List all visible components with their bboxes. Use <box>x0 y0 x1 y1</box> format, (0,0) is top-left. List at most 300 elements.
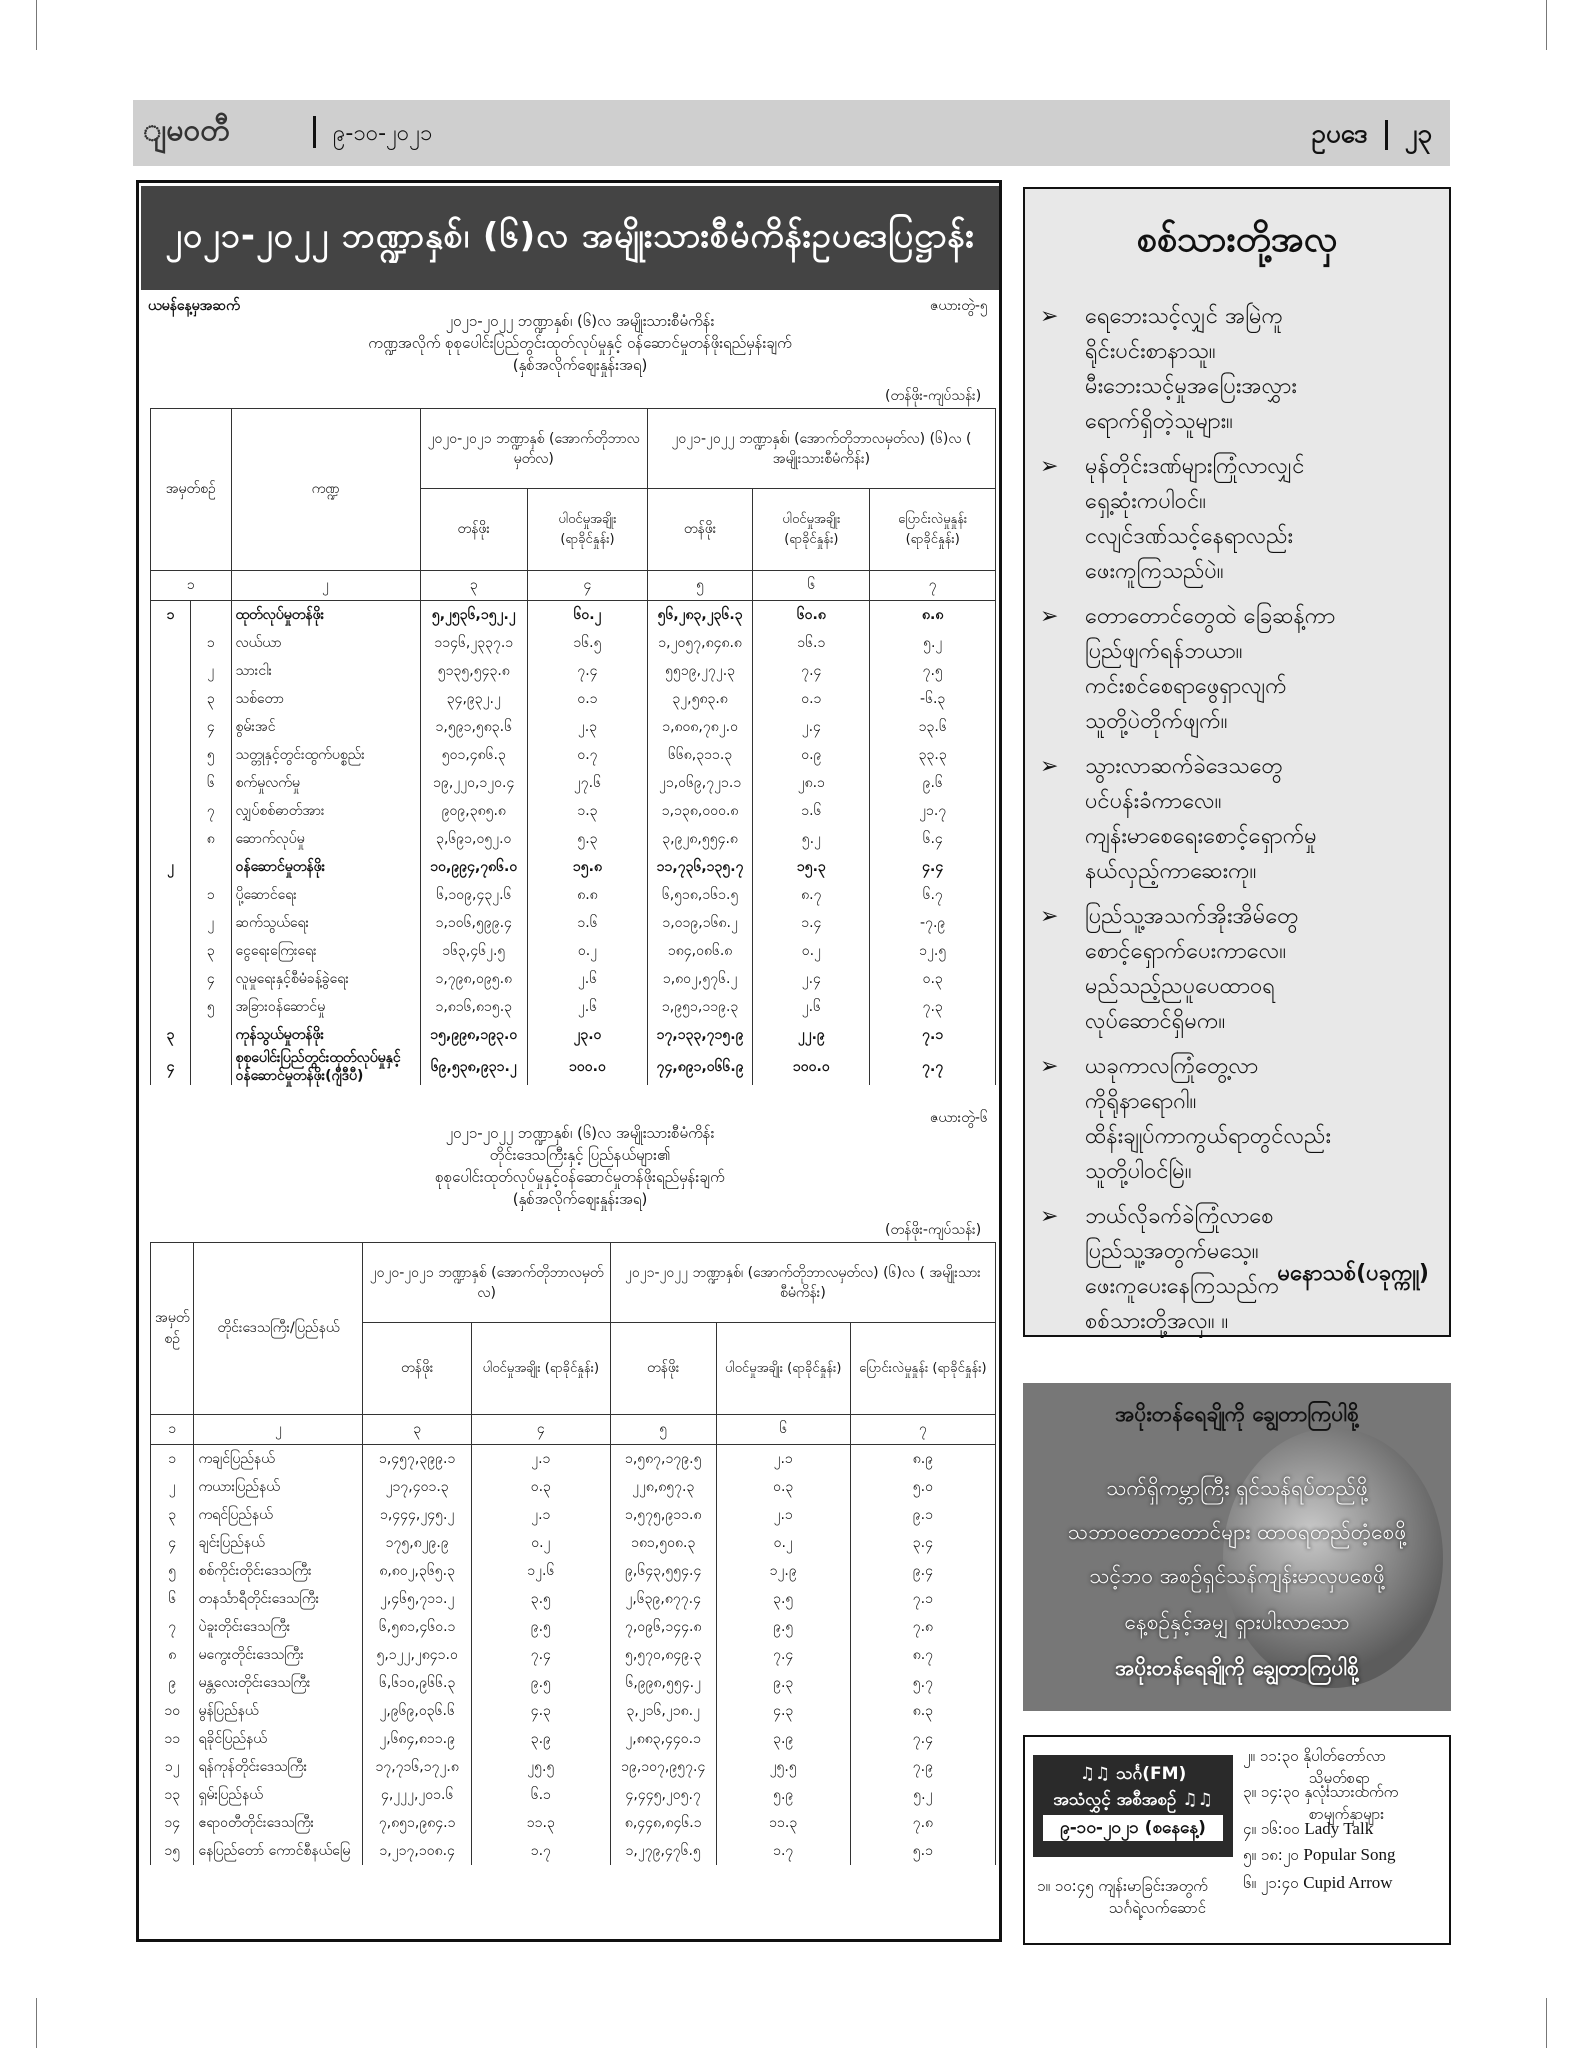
table-row <box>151 1445 996 1474</box>
share-2020: ၂၃.၀ <box>528 1021 648 1049</box>
sector-name: စုစုပေါင်းပြည်တွင်းထုတ်လုပ်မှုနှင့် ဝန်ဆောင်မှုတန်ဖိုး(ဂျီဒီပီ) <box>231 1049 420 1085</box>
value-2020: ၂,၉၆၉,၀၃၆.၆ <box>363 1697 471 1725</box>
row-number <box>151 937 191 965</box>
poem-line: ရောက်ရှိတဲ့သူများ။ <box>1085 409 1233 434</box>
share-2020: ၉.၅ <box>471 1669 610 1697</box>
sub-number <box>191 601 231 630</box>
value-2020: ၁,၄၄၄,၂၄၅.၂ <box>363 1501 471 1529</box>
sub-number: ၃ <box>191 937 231 965</box>
column-number: ၂ <box>231 571 420 601</box>
value-2021: ၁၁,၇၃၆,၁၃၅.၇ <box>647 853 752 881</box>
region-name: မကွေးတိုင်းဒေသကြီး <box>194 1641 363 1669</box>
value-2020: ၁,၁၀၆,၅၉၉.၄ <box>420 909 528 937</box>
poem-line: ပြည်သူ့အတွက်မသေ့။ <box>1085 1239 1259 1264</box>
value-2020: ၁၅,၉၉၈,၁၉၃.၀ <box>420 1021 528 1049</box>
value-2021: ၁,၀၁၉,၁၆၈.၂ <box>647 909 752 937</box>
program-time: ၁၀:၄၅ <box>1054 1877 1094 1895</box>
col-header-value: တန်ဖိုး <box>363 1323 471 1415</box>
row-number <box>151 769 191 797</box>
fm-radio-schedule <box>1023 1735 1451 1945</box>
row-number <box>151 909 191 937</box>
change-rate: -၇.၉ <box>870 909 996 937</box>
sub-number: ၁ <box>191 629 231 657</box>
row-number: ၃ <box>151 1021 191 1049</box>
poem-line: သူတို့ပါဝင်မြဲ။ <box>1085 1159 1192 1184</box>
share-2020: ၁၀၀.၀ <box>528 1049 648 1085</box>
share-2020: ၁၅.၈ <box>528 853 648 881</box>
change-rate: ၉.၄ <box>850 1557 995 1585</box>
value-2020: ၁,၇၉၈,၀၉၅.၈ <box>420 965 528 993</box>
caption-line: စုစုပေါင်းထုတ်လုပ်မှုနှင့်ဝန်ဆောင်မှုတန်ဖိုးရည်မှန်းချက် <box>435 1168 725 1186</box>
caption-line: (နှစ်အလိုက်ဈေးနှုန်းအရ) <box>512 1190 648 1208</box>
change-rate: ၈.၇ <box>850 1641 995 1669</box>
col-header-value: တန်ဖိုး <box>420 489 528 571</box>
poem-line: နယ်လှည့်ကာဆေးကု။ <box>1085 859 1257 884</box>
value-2021: ၇၄,၈၉၁,၀၆၆.၉ <box>647 1049 752 1085</box>
arrow-icon: ➢ <box>1040 754 1059 779</box>
table1-label: ဇယားတွဲ-၅ <box>930 298 988 314</box>
share-2021: ၂၂.၉ <box>753 1021 870 1049</box>
share-2021: ၄.၃ <box>716 1697 850 1725</box>
sub-number: ၄ <box>191 713 231 741</box>
fm-title-line: အသံလွှင့် အစီအစဉ် ♫♫ <box>1053 1790 1213 1810</box>
poem-line: ပြည်ဖျက်ရန်ဘယာ။ <box>1085 639 1243 664</box>
share-2020: ၇.၄ <box>471 1641 610 1669</box>
table2-unit: (တန်ဖိုး-ကျပ်သန်း) <box>885 1222 982 1238</box>
col-header-share: ပါဝင်မှုအချိုး (ရာခိုင်နှုန်း) <box>528 489 648 571</box>
region-name: ရန်ကုန်တိုင်းဒေသကြီး <box>194 1753 363 1781</box>
row-number: ၁၃ <box>151 1781 194 1809</box>
caption-line: (နှစ်အလိုက်ဈေးနှုန်းအရ) <box>512 356 648 374</box>
change-rate: ၇.၉ <box>850 1753 995 1781</box>
value-2020: ၂,၄၆၅,၇၁၁.၂ <box>363 1585 471 1613</box>
share-2021: ၁.၆ <box>753 797 870 825</box>
sub-number <box>191 1021 231 1049</box>
program-line <box>1243 1845 1396 1868</box>
region-name: ကချင်ပြည်နယ် <box>194 1445 363 1474</box>
table-row <box>151 797 996 825</box>
program-title-cont: သင်္ဂရဲ့လက်ဆောင် <box>1109 1899 1206 1917</box>
change-rate: ၆.၄ <box>870 825 996 853</box>
continued-from-label: ယမန်နေ့မှအဆက် <box>148 298 240 314</box>
poem-stanza <box>1040 1049 1449 1189</box>
change-rate: ၄.၄ <box>870 853 996 881</box>
table-row <box>151 965 996 993</box>
gdp-by-sector-table <box>150 408 996 1085</box>
change-rate: ၀.၃ <box>870 965 996 993</box>
share-2020: ၂.၁ <box>471 1501 610 1529</box>
col-header-change: ပြောင်းလဲမှုနှုန်း (ရာခိုင်နှုန်း) <box>870 489 996 571</box>
table-row <box>151 601 996 630</box>
row-number <box>151 657 191 685</box>
poem-line: ယခုကာလကြုံတွေ့လာ <box>1085 1054 1259 1079</box>
arrow-icon: ➢ <box>1040 1054 1059 1079</box>
poem-line: မည်သည့်ညပူပေထာဝရ <box>1085 974 1275 999</box>
row-number: ၈ <box>151 1641 194 1669</box>
caption-line: ၂၀၂၁-၂၀၂၂ ဘဏ္ဍာနှစ်၊ (၆)လ အမျိုးသားစီမံကိန်း <box>445 1124 715 1142</box>
row-number <box>151 965 191 993</box>
sub-number <box>191 853 231 881</box>
value-2021: ၁၉,၁၀၇,၉၅၇.၄ <box>610 1753 716 1781</box>
value-2021: ၁,၅၈၇,၁၇၉.၅ <box>610 1445 716 1474</box>
share-2020: ၂၇.၆ <box>528 769 648 797</box>
sub-number <box>191 1049 231 1085</box>
column-number: ၅ <box>647 571 752 601</box>
change-rate: ၅.၂ <box>850 1781 995 1809</box>
value-2020: ၁၆၃,၄၆၂.၅ <box>420 937 528 965</box>
fm-date: ၉-၁၀-၂၀၂၁ (စနေနေ့) <box>1043 1815 1223 1841</box>
row-number <box>151 741 191 769</box>
section-name: ဥပဒေ <box>1311 119 1368 149</box>
crop-mark <box>36 0 37 50</box>
poem-line: ရှေ့ဆုံးကပါဝင်။ <box>1085 489 1206 514</box>
sub-number: ၅ <box>191 993 231 1021</box>
table-row <box>151 1641 996 1669</box>
program-no: ၆။ <box>1243 1874 1256 1892</box>
row-number <box>151 685 191 713</box>
table-row <box>151 909 996 937</box>
poem-line: စစ်သားတို့အလှ။ ။ <box>1085 1309 1229 1334</box>
share-2021: ၁၁.၃ <box>716 1809 850 1837</box>
value-2020: ၆၉,၅၃၈,၉၃၁.၂ <box>420 1049 528 1085</box>
table-row <box>151 713 996 741</box>
table-row <box>151 769 996 797</box>
share-2021: ၀.၂ <box>753 937 870 965</box>
program-item <box>1037 1877 1208 1921</box>
region-name: တနင်္သာရီတိုင်းဒေသကြီး <box>194 1585 363 1613</box>
col-header-y1: ၂၀၂၀-၂၀၂၁ ဘဏ္ဍာနှစ် (အောက်တိုဘာလမှတ်လ) <box>363 1243 610 1323</box>
value-2020: ၅၁၃၅,၅၄၃.၈ <box>420 657 528 685</box>
share-2021: ၅.၉ <box>716 1781 850 1809</box>
change-rate: ၇.၁ <box>850 1585 995 1613</box>
value-2020: ၁,၅၉၁,၅၈၃.၆ <box>420 713 528 741</box>
program-time: ၁၁:၃၀ <box>1259 1747 1299 1765</box>
table-row <box>151 853 996 881</box>
value-2020: ၁၉,၂၂၀,၁၂၀.၄ <box>420 769 528 797</box>
issue-date: ၉-၁၀-၂၀၂၁ <box>333 121 433 146</box>
value-2020: ၁၁၄၆,၂၃၃၇.၁ <box>420 629 528 657</box>
table-row <box>151 657 996 685</box>
share-2021: ၁၂.၉ <box>716 1557 850 1585</box>
page-header <box>133 100 1450 166</box>
change-rate: ၉.၆ <box>870 769 996 797</box>
share-2020: ၂၅.၅ <box>471 1753 610 1781</box>
share-2020: ၂.၆ <box>528 993 648 1021</box>
value-2020: ၁,၄၅၇,၃၉၉.၁ <box>363 1445 471 1474</box>
value-2021: ၁၇,၁၃၃,၇၁၅.၉ <box>647 1021 752 1049</box>
value-2020: ၄,၂၂၂,၂၀၁.၆ <box>363 1781 471 1809</box>
region-name: မန္တလေးတိုင်းဒေသကြီး <box>194 1669 363 1697</box>
row-number: ၃ <box>151 1501 194 1529</box>
value-2021: ၁,၅၇၅,၉၁၁.၈ <box>610 1501 716 1529</box>
share-2021: ၂၅.၅ <box>716 1753 850 1781</box>
region-name: ရှမ်းပြည်နယ် <box>194 1781 363 1809</box>
share-2021: ၃.၅ <box>716 1585 850 1613</box>
value-2020: ၁၇,၇၁၆,၁၇၂.၈ <box>363 1753 471 1781</box>
divider <box>1385 120 1388 150</box>
share-2021: ၅.၂ <box>753 825 870 853</box>
value-2021: ၁,၉၅၁,၁၁၉.၃ <box>647 993 752 1021</box>
row-number: ၉ <box>151 1669 194 1697</box>
value-2020: ၅,၁၂၂,၂၈၄၁.၀ <box>363 1641 471 1669</box>
value-2021: ၁,၁၃၈,၀၀၀.၈ <box>647 797 752 825</box>
program-item <box>1243 1845 1396 1868</box>
share-2020: ၂.၃ <box>528 713 648 741</box>
value-2021: ၁,၂၇၉,၄၇၆.၅ <box>610 1837 716 1865</box>
share-2021: ၀.၃ <box>716 1473 850 1501</box>
poem-line: ကင်းစင်စေရာဖွေရှာလျက် <box>1085 674 1287 699</box>
value-2021: ၂,၈၈၃,၄၄၀.၁ <box>610 1725 716 1753</box>
poem-line: လုပ်ဆောင်ရှိမက။ <box>1085 1009 1226 1034</box>
share-2021: ၀.၁ <box>753 685 870 713</box>
column-number: ၆ <box>753 571 870 601</box>
gdp-by-region-table <box>150 1242 996 1865</box>
ad-line: သက်ရှိကမ္ဘာကြီး ရှင်သန်ရပ်တည်ဖို့ <box>1106 1476 1368 1500</box>
change-rate: ၁၂.၅ <box>870 937 996 965</box>
region-name: မွန်ပြည်နယ် <box>194 1697 363 1725</box>
row-number: ၂ <box>151 853 191 881</box>
share-2020: ၆၀.၂ <box>528 601 648 630</box>
col-header-value: တန်ဖိုး <box>610 1323 716 1415</box>
share-2020: ၁.၇ <box>471 1837 610 1865</box>
sub-number: ၇ <box>191 797 231 825</box>
value-2020: ၁,၈၁၆,၈၁၅.၃ <box>420 993 528 1021</box>
sector-name: ထုတ်လုပ်မှုတန်ဖိုး <box>231 601 420 630</box>
share-2021: ၂.၆ <box>753 993 870 1021</box>
value-2021: ၆၆၈,၃၁၁.၃ <box>647 741 752 769</box>
program-time: ၁၆:၀၀ <box>1260 1820 1300 1838</box>
col-header-share: ပါဝင်မှုအချိုး (ရာခိုင်နှုန်း) <box>471 1323 610 1415</box>
sub-number: ၂ <box>191 657 231 685</box>
program-title: နိုပါတ်တော်လာ <box>1303 1747 1386 1765</box>
table-row <box>151 1753 996 1781</box>
table-row <box>151 937 996 965</box>
change-rate: ၇.၈ <box>850 1809 995 1837</box>
program-line <box>1243 1819 1373 1842</box>
poem-stanza <box>1040 449 1449 589</box>
value-2021: ၇,၀၉၆,၁၄၄.၈ <box>610 1613 716 1641</box>
share-2021: ၈.၇ <box>753 881 870 909</box>
column-number: ၄ <box>471 1415 610 1445</box>
value-2021: ၂,၆၃၉,၈၇၇.၄ <box>610 1585 716 1613</box>
value-2020: ၃,၆၉၁,၀၅၂.၀ <box>420 825 528 853</box>
change-rate: ၅.၀ <box>850 1473 995 1501</box>
program-title-cont: သိမှတ်စရာ <box>1309 1769 1370 1787</box>
row-number: ၁၅ <box>151 1837 194 1865</box>
change-rate: ၇.၃ <box>870 993 996 1021</box>
row-number: ၁ <box>151 601 191 630</box>
sector-name: ငွေရေးကြေးရေး <box>231 937 420 965</box>
share-2020: ၉.၅ <box>471 1613 610 1641</box>
share-2021: ၁၆.၁ <box>753 629 870 657</box>
poem-line: သွားလာဆက်ခဲဒေသတွေ <box>1085 754 1283 779</box>
share-2021: ၁.၇ <box>716 1837 850 1865</box>
sector-name: စက်မှုလက်မှု <box>231 769 420 797</box>
poem-title: စစ်သားတို့အလှ <box>1136 219 1338 260</box>
poem-stanza <box>1040 749 1449 889</box>
share-2020: ၀.၂ <box>471 1529 610 1557</box>
ad-line: အပိုးတန်ရေချိုကို ချွေတာကြပါစို့ <box>1115 1402 1359 1426</box>
ad-line: အပိုးတန်ရေချိုကို ချွေတာကြပါစို့ <box>1115 1656 1359 1680</box>
col-header-y2: ၂၀၂၁-၂၀၂၂ ဘဏ္ဍာနှစ်၊ (အောက်တိုဘာလမှတ်လ) (၆)လ ( အမျိုးသားစီမံကိန်း) <box>647 409 995 489</box>
poem-line: မီးဘေးသင့်မှုအပြေးအလွှား <box>1085 374 1297 399</box>
table-row <box>151 1557 996 1585</box>
row-number <box>151 629 191 657</box>
share-2021: ၇.၄ <box>716 1641 850 1669</box>
share-2021: ၀.၉ <box>753 741 870 769</box>
row-number: ၁၀ <box>151 1697 194 1725</box>
poem-stanza <box>1040 599 1449 739</box>
poem-line: ဖေးကူကြသည်ပဲ။ <box>1085 559 1224 584</box>
program-no: ၅။ <box>1243 1846 1256 1864</box>
share-2020: ၂.၆ <box>528 965 648 993</box>
sector-name: လျှပ်စစ်ဓာတ်အား <box>231 797 420 825</box>
crop-mark <box>1546 0 1547 50</box>
table-row <box>151 685 996 713</box>
sector-name: ဝန်ဆောင်မှုတန်ဖိုး <box>231 853 420 881</box>
value-2021: ၅၅၁၉,၂၇၂.၃ <box>647 657 752 685</box>
poem-line: ဖေးကူပေးနေကြသည်က <box>1085 1274 1280 1299</box>
arrow-icon: ➢ <box>1040 604 1059 629</box>
col-header-share: ပါဝင်မှုအချိုး (ရာခိုင်နှုန်း) <box>753 489 870 571</box>
change-rate: ၇.၇ <box>870 1049 996 1085</box>
column-number: ၃ <box>420 571 528 601</box>
change-rate: ၃၃.၃ <box>870 741 996 769</box>
poem-line: ရိုင်းပင်းစာနာသူ။ <box>1085 339 1216 364</box>
share-2021: ၀.၂ <box>716 1529 850 1557</box>
value-2020: ၅၀၁,၄၈၆.၃ <box>420 741 528 769</box>
poem-stanza <box>1040 299 1449 439</box>
share-2020: ၁.၃ <box>528 797 648 825</box>
share-2020: ၇.၄ <box>528 657 648 685</box>
change-rate: ၇.၄ <box>850 1725 995 1753</box>
value-2020: ၂,၆၈၄,၈၁၁.၉ <box>363 1725 471 1753</box>
column-number: ၅ <box>610 1415 716 1445</box>
change-rate: ၉.၁ <box>850 1501 995 1529</box>
value-2021: ၃၂,၅၈၃.၈ <box>647 685 752 713</box>
divider <box>313 116 316 148</box>
col-header-share: ပါဝင်မှုအချိုး (ရာခိုင်နှုန်း) <box>716 1323 850 1415</box>
row-number <box>151 797 191 825</box>
page-number: ၂၃ <box>1404 119 1432 149</box>
sector-name: ကုန်သွယ်မှုတန်ဖိုး <box>231 1021 420 1049</box>
region-name: ဧရာဝတီတိုင်းဒေသကြီး <box>194 1809 363 1837</box>
water-conservation-ad <box>1023 1383 1451 1711</box>
region-name: ကရင်ပြည်နယ် <box>194 1501 363 1529</box>
share-2021: ၆၀.၈ <box>753 601 870 630</box>
change-rate: -၆.၃ <box>870 685 996 713</box>
sub-number: ၅ <box>191 741 231 769</box>
col-header-no: အမှတ်စဉ် <box>151 1243 194 1415</box>
region-name: ရခိုင်ပြည်နယ် <box>194 1725 363 1753</box>
share-2020: ၁၁.၃ <box>471 1809 610 1837</box>
change-rate: ၆.၇ <box>870 881 996 909</box>
value-2021: ၆,၉၉၈,၅၅၄.၂ <box>610 1669 716 1697</box>
value-2020: ၁,၂၁၇,၁၀၈.၄ <box>363 1837 471 1865</box>
col-header-change: ပြောင်းလဲမှုနှုန်း (ရာခိုင်နှုန်း) <box>850 1323 995 1415</box>
program-line <box>1243 1873 1393 1896</box>
sector-name: စွမ်းအင် <box>231 713 420 741</box>
row-number: ၆ <box>151 1585 194 1613</box>
region-name: နေပြည်တော် ကောင်စီနယ်မြေ <box>194 1837 363 1865</box>
value-2020: ၅,၂၅၃၆,၁၅၂.၂ <box>420 601 528 630</box>
table-row <box>151 1473 996 1501</box>
poem-line: ရေဘေးသင့်လျှင် အမြဲကူ <box>1085 304 1284 329</box>
row-number: ၁၄ <box>151 1809 194 1837</box>
fm-schedule-title <box>1033 1755 1233 1857</box>
value-2020: ၉၀၉,၃၈၅.၈ <box>420 797 528 825</box>
column-number: ၇ <box>850 1415 995 1445</box>
row-number: ၄ <box>151 1529 194 1557</box>
poem-line: စောင့်ရှောက်ပေးကာလေ။ <box>1085 939 1287 964</box>
table-row <box>151 629 996 657</box>
row-number: ၅ <box>151 1557 194 1585</box>
share-2020: ၂.၁ <box>471 1445 610 1474</box>
table-row <box>151 1837 996 1865</box>
sector-name: သားငါး <box>231 657 420 685</box>
change-rate: ၅.၂ <box>870 629 996 657</box>
program-line <box>1243 1747 1386 1769</box>
row-number: ၇ <box>151 1613 194 1641</box>
column-number: ၇ <box>870 571 996 601</box>
row-number <box>151 825 191 853</box>
sector-name: ဆောက်လုပ်မှု <box>231 825 420 853</box>
sector-name: ပို့ဆောင်ရေး <box>231 881 420 909</box>
col-header-y1: ၂၀၂၀-၂၀၂၁ ဘဏ္ဍာနှစ် (အောက်တိုဘာလမှတ်လ) <box>420 409 647 489</box>
table2-label: ဇယားတွဲ-၆ <box>930 1110 988 1126</box>
table-row <box>151 1529 996 1557</box>
share-2021: ၃.၉ <box>716 1725 850 1753</box>
share-2020: ၁၂.၆ <box>471 1557 610 1585</box>
sub-number: ၄ <box>191 965 231 993</box>
share-2020: ၆.၁ <box>471 1781 610 1809</box>
poem-line: ပင်ပန်းခံကာလေ။ <box>1085 789 1222 814</box>
col-header-region: တိုင်းဒေသကြီး/ပြည်နယ် <box>194 1243 363 1415</box>
share-2021: ၉.၃ <box>716 1669 850 1697</box>
value-2021: ၃,၂၁၆,၂၁၈.၂ <box>610 1697 716 1725</box>
program-time: ၂၁:၄၀ <box>1260 1874 1299 1892</box>
column-number: ၁ <box>151 571 232 601</box>
program-line <box>1243 1783 1398 1805</box>
row-number <box>151 881 191 909</box>
share-2020: ၁.၆ <box>528 909 648 937</box>
row-number <box>151 993 191 1021</box>
change-rate: ၅.၁ <box>850 1837 995 1865</box>
arrow-icon: ➢ <box>1040 454 1059 479</box>
table-row <box>151 1501 996 1529</box>
row-number: ၁၁ <box>151 1725 194 1753</box>
caption-line: ကဏ္ဍအလိုက် စုစုပေါင်းပြည်တွင်းထုတ်လုပ်မှုနှင့် ဝန်ဆောင်မှုတန်ဖိုးရည်မှန်းချက် <box>368 334 792 352</box>
table-row <box>151 1725 996 1753</box>
table-row <box>151 1697 996 1725</box>
fm-title-line: ♫♫ သင်္ဂ(FM) <box>1079 1764 1187 1784</box>
region-name: ချင်းပြည်နယ် <box>194 1529 363 1557</box>
program-title: Popular Song <box>1303 1845 1396 1864</box>
sector-name: ဆက်သွယ်ရေး <box>231 909 420 937</box>
share-2021: ၂.၁ <box>716 1445 850 1474</box>
poem-line: တောတောင်တွေထဲ ခြေဆန့်ကာ <box>1085 604 1336 629</box>
row-number: ၁၂ <box>151 1753 194 1781</box>
table-row <box>151 1021 996 1049</box>
table1-caption <box>300 310 860 376</box>
row-number: ၁ <box>151 1445 194 1474</box>
table-row <box>151 825 996 853</box>
table-row <box>151 881 996 909</box>
table1-unit: (တန်ဖိုး-ကျပ်သန်း) <box>885 388 982 404</box>
share-2021: ၉.၅ <box>716 1613 850 1641</box>
poem-body <box>1025 299 1449 1339</box>
col-header-value: တန်ဖိုး <box>647 489 752 571</box>
